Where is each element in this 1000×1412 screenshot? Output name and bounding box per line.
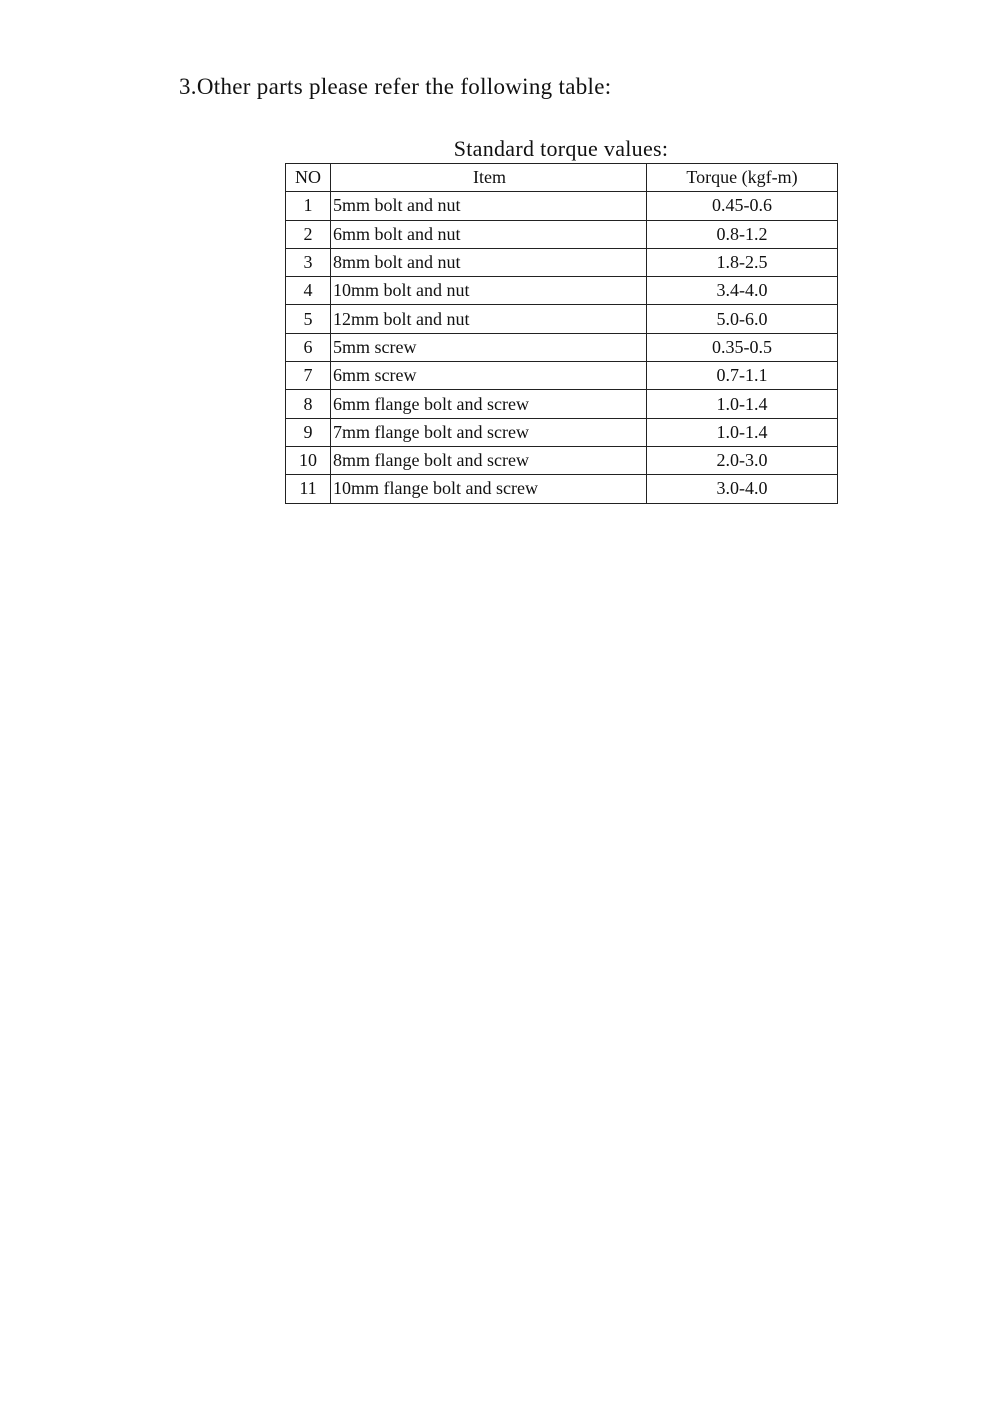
cell-no: 1 — [286, 192, 331, 220]
cell-item: 6mm screw — [331, 362, 647, 390]
cell-item: 8mm bolt and nut — [331, 248, 647, 276]
cell-no: 11 — [286, 475, 331, 503]
cell-no: 10 — [286, 446, 331, 474]
cell-no: 3 — [286, 248, 331, 276]
cell-torque: 0.45-0.6 — [647, 192, 838, 220]
cell-torque: 2.0-3.0 — [647, 446, 838, 474]
cell-torque: 1.0-1.4 — [647, 418, 838, 446]
cell-no: 5 — [286, 305, 331, 333]
table-row — [286, 418, 838, 446]
cell-torque: 5.0-6.0 — [647, 305, 838, 333]
cell-item: 6mm bolt and nut — [331, 220, 647, 248]
cell-torque: 1.8-2.5 — [647, 248, 838, 276]
cell-torque: 0.8-1.2 — [647, 220, 838, 248]
torque-table — [285, 163, 838, 504]
table-row — [286, 220, 838, 248]
cell-torque: 1.0-1.4 — [647, 390, 838, 418]
cell-item: 5mm bolt and nut — [331, 192, 647, 220]
table-row — [286, 446, 838, 474]
table-row — [286, 475, 838, 503]
cell-item: 12mm bolt and nut — [331, 305, 647, 333]
table-row — [286, 362, 838, 390]
cell-no: 6 — [286, 333, 331, 361]
cell-no: 7 — [286, 362, 331, 390]
cell-item: 5mm screw — [331, 333, 647, 361]
header-item: Item — [331, 164, 647, 192]
cell-no: 2 — [286, 220, 331, 248]
cell-no: 4 — [286, 277, 331, 305]
cell-no: 8 — [286, 390, 331, 418]
table-caption: Standard torque values: — [453, 136, 669, 161]
cell-no: 9 — [286, 418, 331, 446]
table-row — [286, 192, 838, 220]
cell-item: 6mm flange bolt and screw — [331, 390, 647, 418]
cell-torque: 0.7-1.1 — [647, 362, 838, 390]
cell-torque: 3.0-4.0 — [647, 475, 838, 503]
cell-torque: 3.4-4.0 — [647, 277, 838, 305]
table-row — [286, 390, 838, 418]
cell-item: 7mm flange bolt and screw — [331, 418, 647, 446]
cell-item: 10mm flange bolt and screw — [331, 475, 647, 503]
table-row — [286, 333, 838, 361]
table-header-row — [286, 164, 838, 192]
header-no: NO — [286, 164, 331, 192]
table-row — [286, 248, 838, 276]
cell-item: 8mm flange bolt and screw — [331, 446, 647, 474]
table-row — [286, 277, 838, 305]
cell-torque: 0.35-0.5 — [647, 333, 838, 361]
section-heading: 3.Other parts please refer the following table: — [179, 74, 612, 99]
cell-item: 10mm bolt and nut — [331, 277, 647, 305]
header-torque: Torque (kgf-m) — [647, 164, 838, 192]
table-row — [286, 305, 838, 333]
